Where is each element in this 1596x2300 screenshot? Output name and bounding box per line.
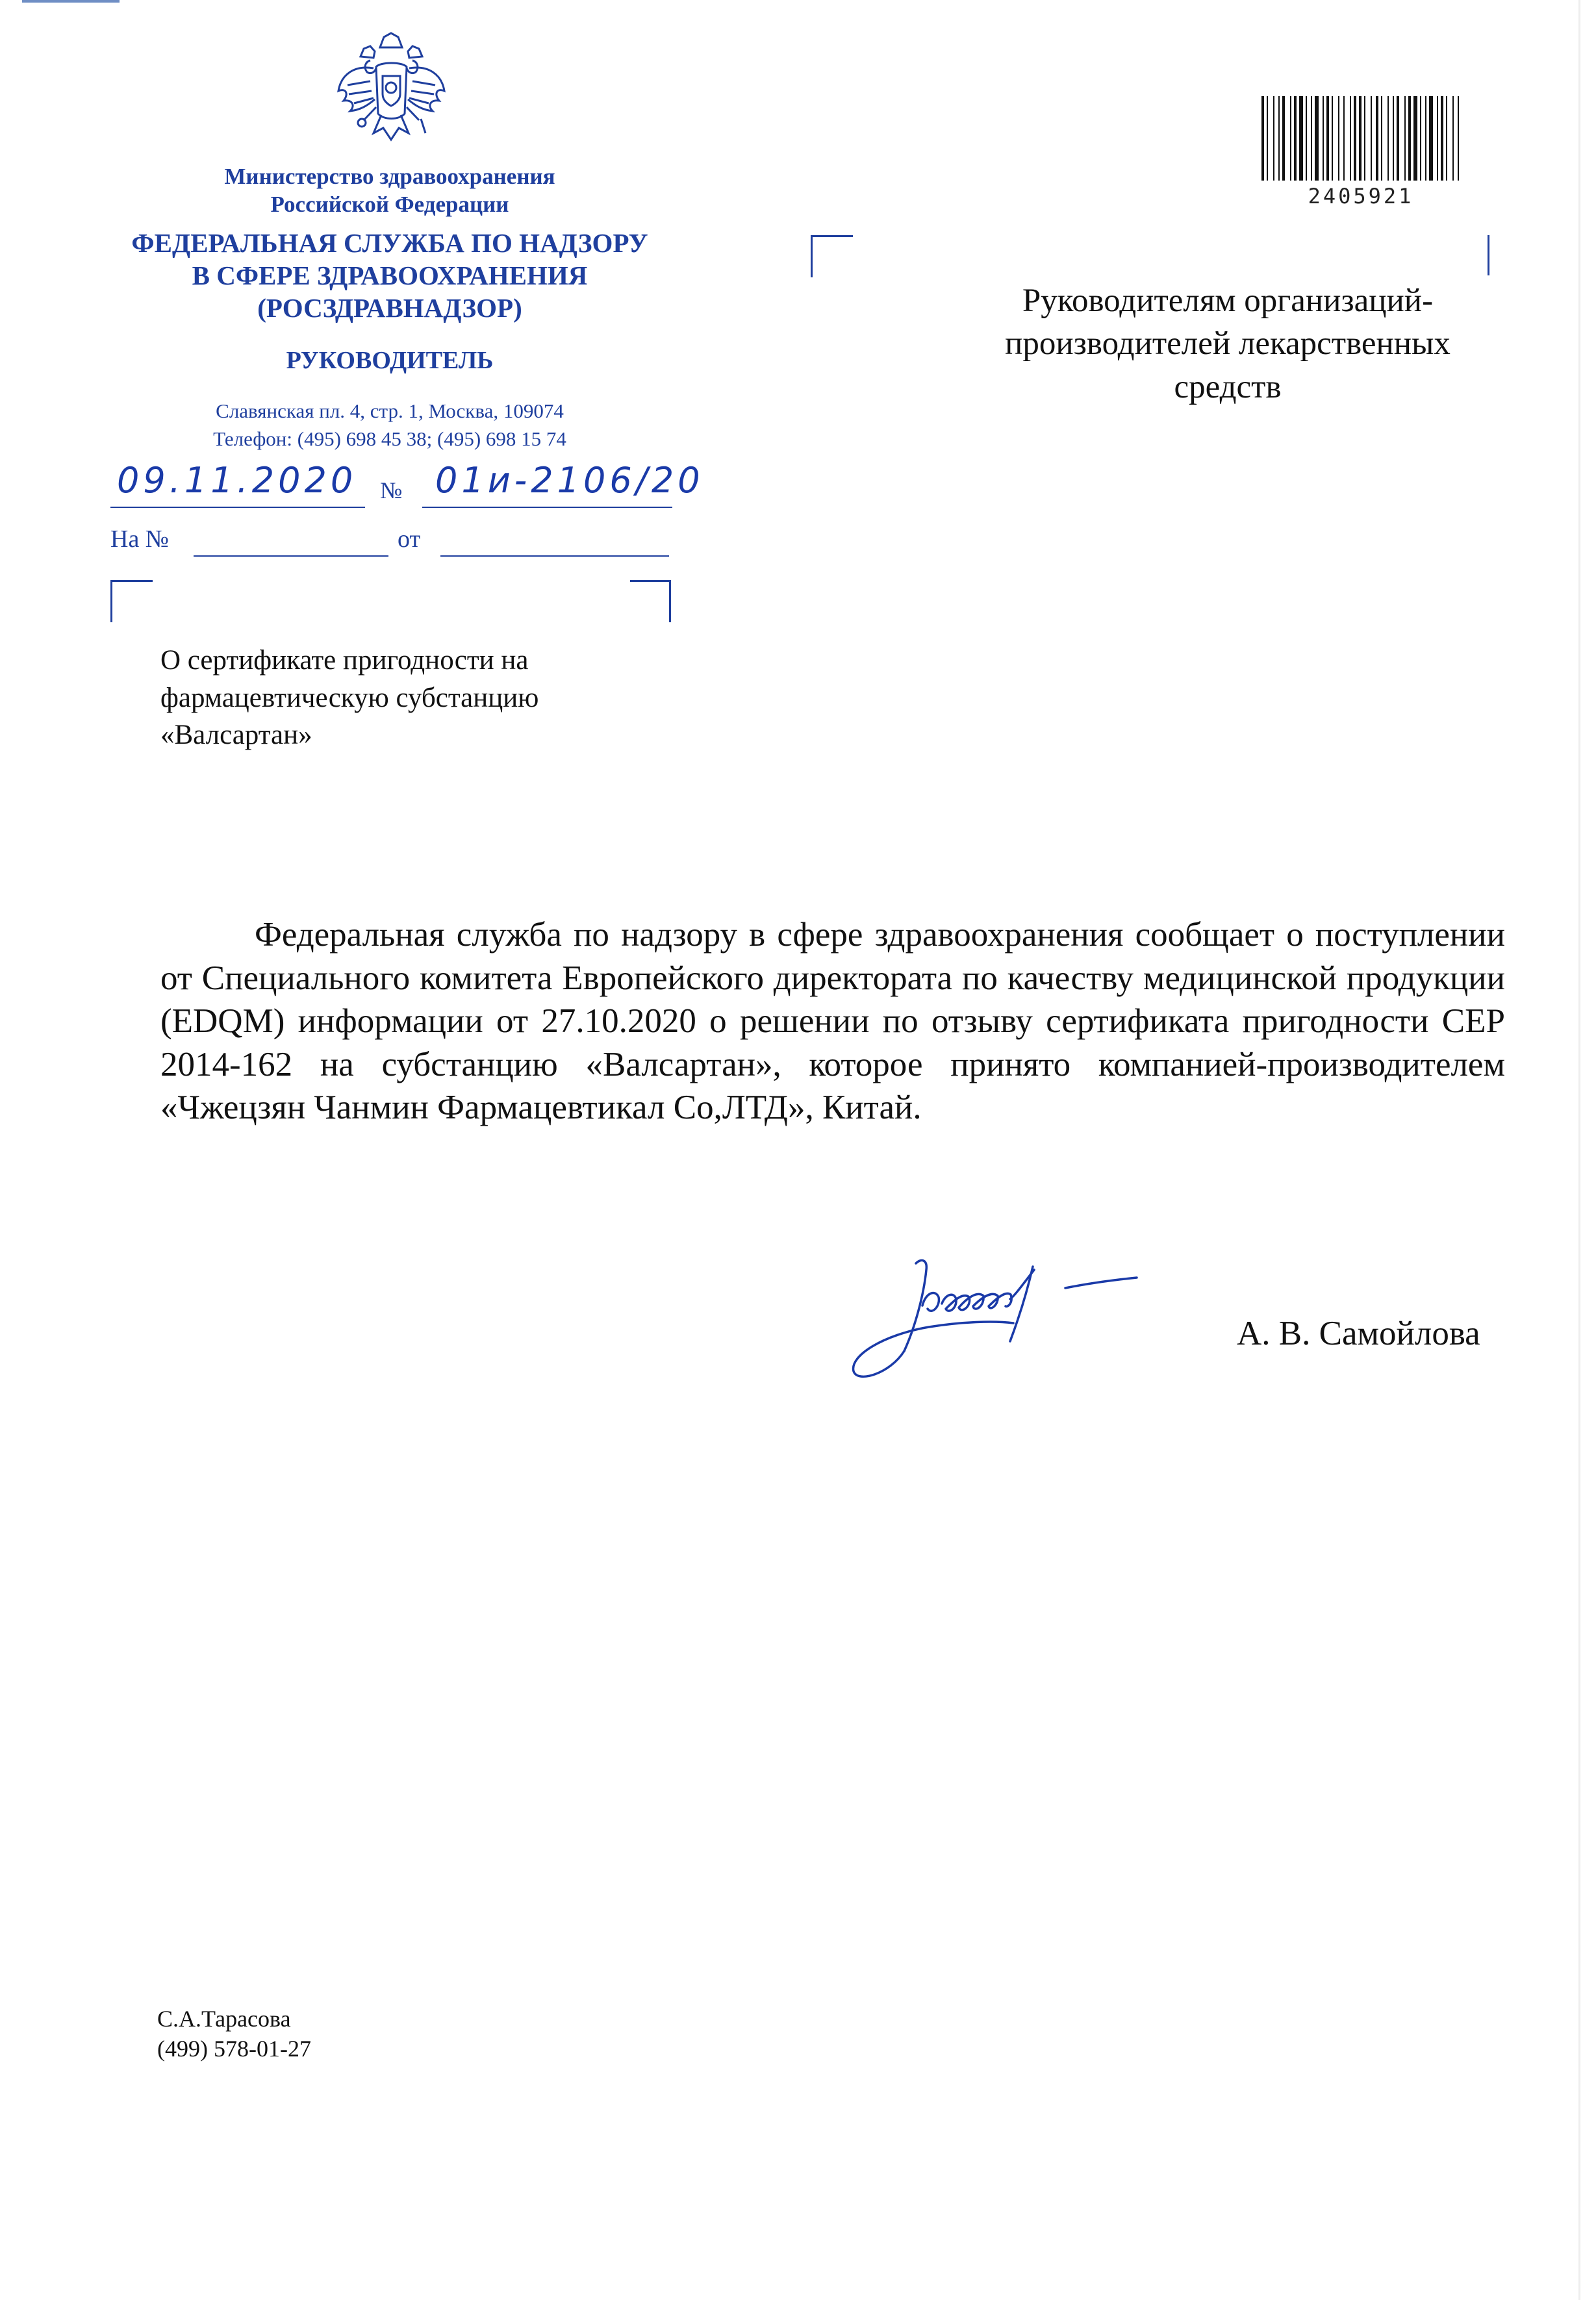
barcode-bar [1420, 96, 1421, 181]
barcode-bar [1290, 96, 1291, 181]
barcode-bar [1350, 96, 1351, 181]
subject-block [160, 642, 680, 754]
barcode-bar [1408, 96, 1411, 181]
barcode-bar [1267, 96, 1268, 181]
barcode-bar [1354, 96, 1356, 181]
barcode-bar [1273, 96, 1274, 181]
ministry-name-line2: Российской Федерации [270, 192, 509, 217]
barcode-bar [1437, 96, 1438, 181]
reply-date-line [440, 555, 669, 557]
addressee-line3: средств [1174, 368, 1282, 405]
signer-name: А. В. Самойлова [1237, 1315, 1480, 1352]
barcode-bar [1326, 96, 1329, 181]
barcode-bar [1306, 96, 1307, 181]
head-title: РУКОВОДИТЕЛЬ [286, 347, 494, 374]
subject-bracket-right [630, 580, 671, 622]
barcode-bar [1393, 96, 1394, 181]
barcode-bar [1364, 96, 1365, 181]
executor-name: С.А.Тарасова [157, 2006, 291, 2032]
organization-phone: Телефон: (495) 698 45 38; (495) 698 15 74 [213, 427, 566, 450]
registration-number: 01и-2106/20 [435, 460, 704, 501]
barcode-bar [1452, 96, 1454, 181]
reply-number-label: На № [110, 525, 170, 553]
barcode-number: 2405921 [1308, 184, 1414, 209]
barcode-bar [1425, 96, 1426, 181]
addressee-line2: производителей лекарственных [1005, 325, 1450, 362]
barcode-bar [1338, 96, 1339, 181]
registration-date: 09.11.2020 [117, 460, 357, 501]
barcode [1260, 96, 1462, 181]
organization-address: Славянская пл. 4, стр. 1, Москва, 109074 [216, 399, 564, 422]
reply-date-label: от [398, 525, 421, 553]
addressee-bracket-left [811, 235, 853, 277]
scan-margin-edge [1578, 0, 1580, 2300]
barcode-bar [1458, 96, 1459, 181]
addressee-bracket-right [1447, 235, 1489, 275]
barcode-bar [1311, 96, 1312, 181]
barcode-bar [1397, 96, 1399, 181]
subject-line3: «Валсартан» [160, 720, 312, 751]
service-name-line3: (РОСЗДРАВНАДЗОР) [257, 293, 522, 323]
barcode-bar [1376, 96, 1378, 181]
registration-number-line [422, 507, 672, 508]
barcode-bar [1446, 96, 1447, 181]
handwritten-signature [844, 1244, 1228, 1393]
addressee-line1: Руководителям организаций- [1022, 283, 1434, 319]
reply-number-line [194, 555, 388, 557]
barcode-bar [1282, 96, 1285, 181]
barcode-bar [1387, 96, 1389, 181]
barcode-bar [1315, 96, 1319, 181]
coat-of-arms-emblem [335, 29, 448, 153]
registration-date-line [110, 507, 365, 508]
executor-phone: (499) 578-01-27 [157, 2036, 311, 2062]
service-name-line1: ФЕДЕРАЛЬНАЯ СЛУЖБА ПО НАДЗОРУ [131, 228, 648, 258]
barcode-bar [1294, 96, 1297, 181]
barcode-bar [1332, 96, 1333, 181]
barcode-bar [1323, 96, 1324, 181]
addressee-block [948, 279, 1507, 409]
barcode-bar [1404, 96, 1406, 181]
ministry-name-line1: Министерство здравоохранения [224, 164, 555, 189]
barcode-bar [1343, 96, 1345, 181]
barcode-bar [1441, 96, 1443, 181]
registration-number-label: № [380, 477, 403, 503]
barcode-bar [1413, 96, 1417, 181]
service-name-line2: В СФЕРЕ ЗДРАВООХРАНЕНИЯ [192, 260, 588, 290]
barcode-bar [1371, 96, 1372, 181]
letter-body-paragraph: Федеральная служба по надзору в сфере здравоохранения сообщает о поступлении от Специального комитета Европейского директората по качеству медицинской продукции (EDQM) информации от 27.10.2020 о решении по отзыву сертификата пригодности CEP 2014-162 на субстанцию «Валсартан», которое принято компанией-производителем «Чжецзян Чанмин Фармацевтикал Co,ЛТД», Китай. [160, 916, 1505, 1127]
subject-line1: О сертификате пригодности на [160, 645, 529, 676]
subject-line2: фармацевтическую субстанцию [160, 682, 539, 713]
scan-edge-mark [22, 0, 120, 3]
barcode-bar [1381, 96, 1382, 181]
barcode-bar [1261, 96, 1264, 181]
subject-bracket-left [110, 580, 153, 622]
barcode-bar [1299, 96, 1303, 181]
barcode-bar [1359, 96, 1362, 181]
barcode-bar [1429, 96, 1433, 181]
barcode-bar [1278, 96, 1280, 181]
